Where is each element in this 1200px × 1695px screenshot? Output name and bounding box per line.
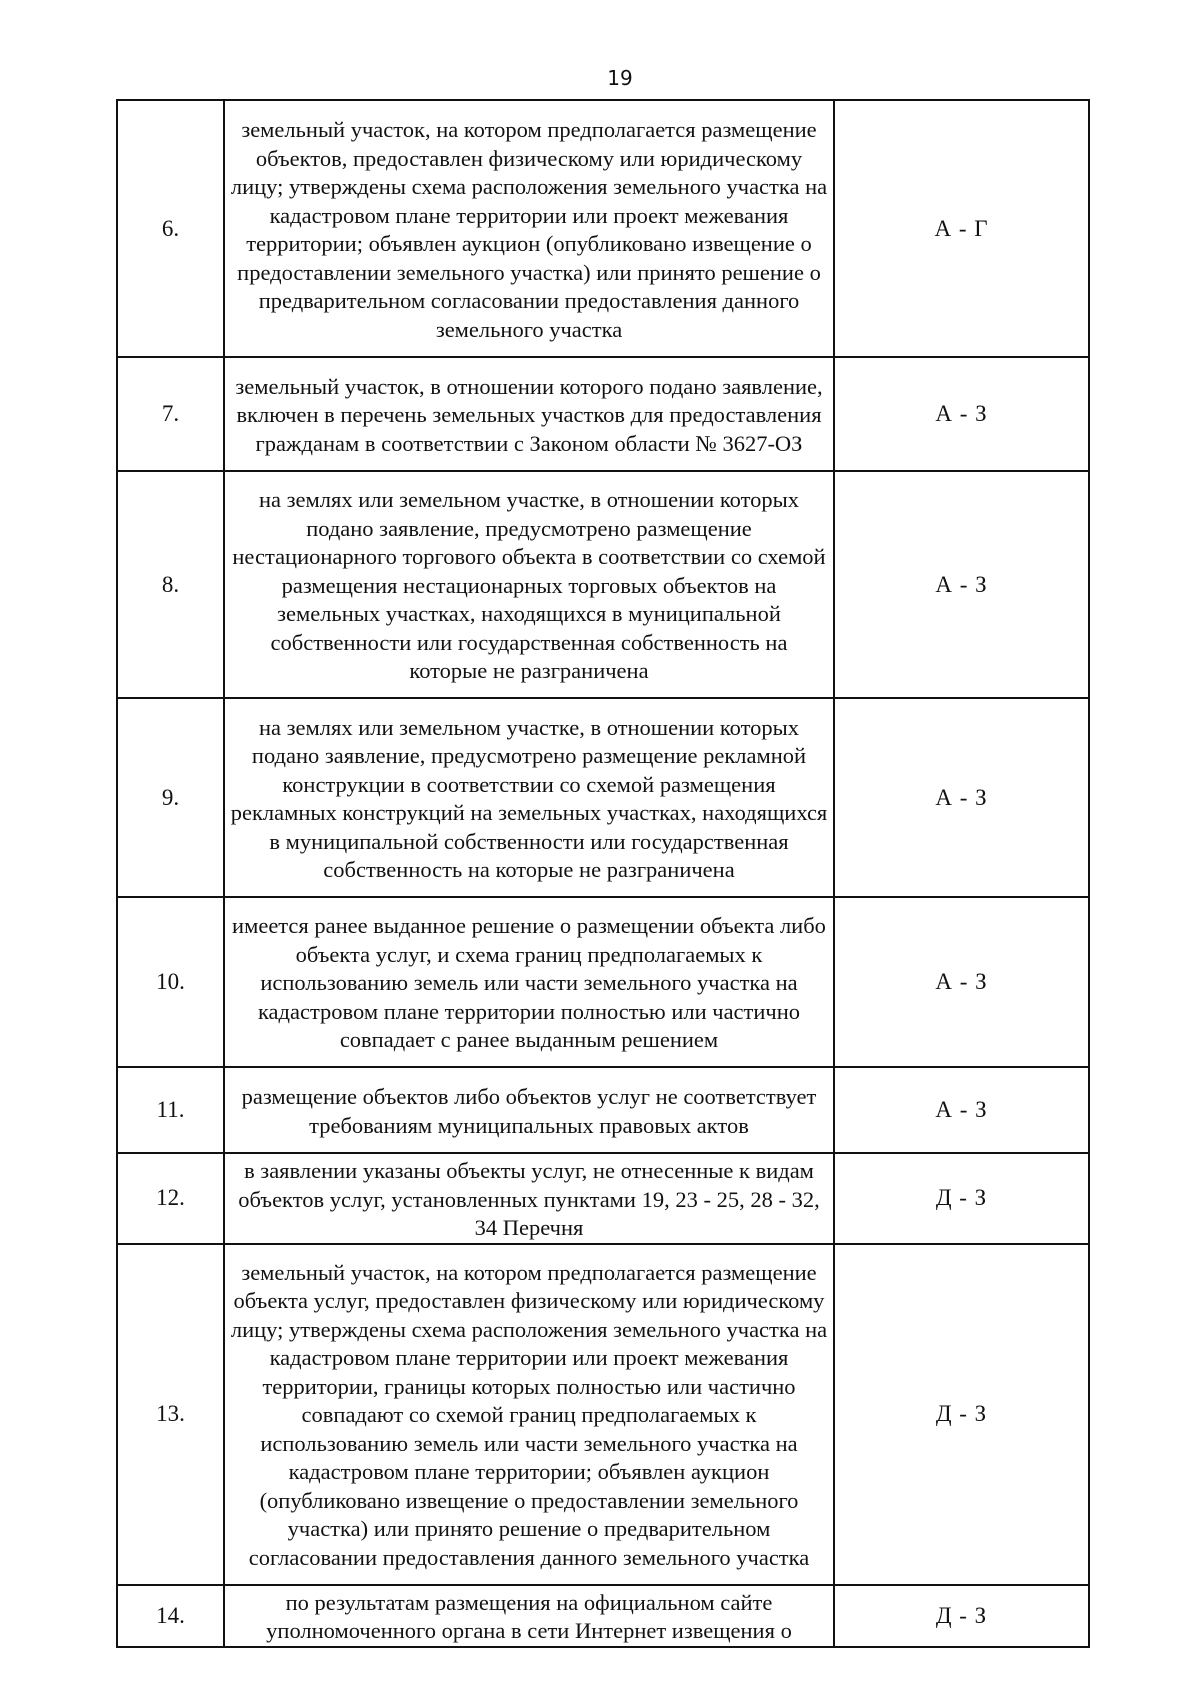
- row-code: Д - З: [834, 1153, 1089, 1244]
- row-text-content: в заявлении указаны объекты услуг, не отнесенные к видам объектов услуг, установленных пунктами 19, 23 - 25, 28 - 32, 34 Перечня: [238, 1158, 820, 1240]
- row-number: 12.: [117, 1153, 224, 1244]
- row-code: А - З: [834, 897, 1089, 1067]
- row-text: [224, 471, 834, 698]
- conditions-table: [116, 99, 1090, 1648]
- row-text: [224, 1153, 834, 1244]
- row-text-content: размещение объектов либо объектов услуг не соответствует требованиям муниципальных правовых актов: [241, 1084, 817, 1138]
- row-code: Д - З: [834, 1585, 1089, 1647]
- row-code: А - З: [834, 357, 1089, 471]
- table-row: [117, 1244, 1089, 1585]
- row-code: Д - З: [834, 1244, 1089, 1585]
- page-number: 19: [607, 66, 633, 90]
- row-text-content: земельный участок, в отношении которого подано заявление, включен в перечень земельных участков для предоставления гражданам в соответствии с Законом области № 3627-ОЗ: [235, 373, 823, 456]
- row-number: 14.: [117, 1585, 224, 1647]
- row-text-content: земельный участок, на котором предполагается размещение объектов, предоставлен физическому или юридическому лицу; утверждены схема расположения земельного участка на кадастровом плане территории или проект межевания территории; объявлен аукцион (опубликовано извещение о предоставлении земельного участка) или принято решение о предварительном согласовании предоставления данного земельного участка: [230, 117, 828, 342]
- row-number: 7.: [117, 357, 224, 471]
- row-number: 6.: [117, 100, 224, 357]
- row-number: 10.: [117, 897, 224, 1067]
- row-number: 13.: [117, 1244, 224, 1585]
- row-code: А - З: [834, 1067, 1089, 1153]
- row-text: [224, 897, 834, 1067]
- row-text-content: имеется ранее выданное решение о размещении объекта либо объекта услуг, и схема границ предполагаемых к использованию земель или части земельного участка на кадастровом плане территории полностью или частично совпадает с ранее выданным решением: [232, 913, 826, 1053]
- row-code: А - З: [834, 471, 1089, 698]
- row-text: [224, 100, 834, 357]
- table-row: [117, 357, 1089, 471]
- row-text-content: земельный участок, на котором предполагается размещение объекта услуг, предоставлен физическому или юридическому лицу; утверждены схема расположения земельного участка на кадастровом плане территории или проект межевания территории, границы которых полностью или частично совпадают со схемой границ предполагаемых к использованию земель или части земельного участка на кадастровом плане территории; объявлен аукцион (опубликовано извещение о предоставлении земельного участка) или принято решение о предварительном согласовании предоставления данного земельного участка: [230, 1259, 828, 1570]
- row-number: 11.: [117, 1067, 224, 1153]
- table-row: [117, 100, 1089, 357]
- row-text-content: по результатам размещения на официальном сайте уполномоченного органа в сети Интернет извещения о: [266, 1589, 792, 1643]
- table-row: [117, 1153, 1089, 1244]
- table-row: [117, 1585, 1089, 1647]
- row-text: [224, 698, 834, 897]
- row-text: [224, 1244, 834, 1585]
- row-text-content: на землях или земельном участке, в отношении которых подано заявление, предусмотрено размещение нестационарного торгового объекта в соответствии со схемой размещения нестационарных торговых объектов на земельных участках, находящихся в муниципальной собственности или государственная собственность на которые не разграничена: [232, 487, 826, 684]
- row-number: 9.: [117, 698, 224, 897]
- table-row: [117, 698, 1089, 897]
- row-text: [224, 1585, 834, 1647]
- row-text: [224, 1067, 834, 1153]
- table-row: [117, 471, 1089, 698]
- row-text-content: на землях или земельном участке, в отношении которых подано заявление, предусмотрено размещение рекламной конструкции в соответствии со схемой размещения рекламных конструкций на земельных участках, находящихся в муниципальной собственности или государственная собственность на которые не разграничена: [230, 714, 828, 882]
- row-code: А - Г: [834, 100, 1089, 357]
- table-row: [117, 897, 1089, 1067]
- row-text: [224, 357, 834, 471]
- row-number: 8.: [117, 471, 224, 698]
- row-code: А - З: [834, 698, 1089, 897]
- table-row: [117, 1067, 1089, 1153]
